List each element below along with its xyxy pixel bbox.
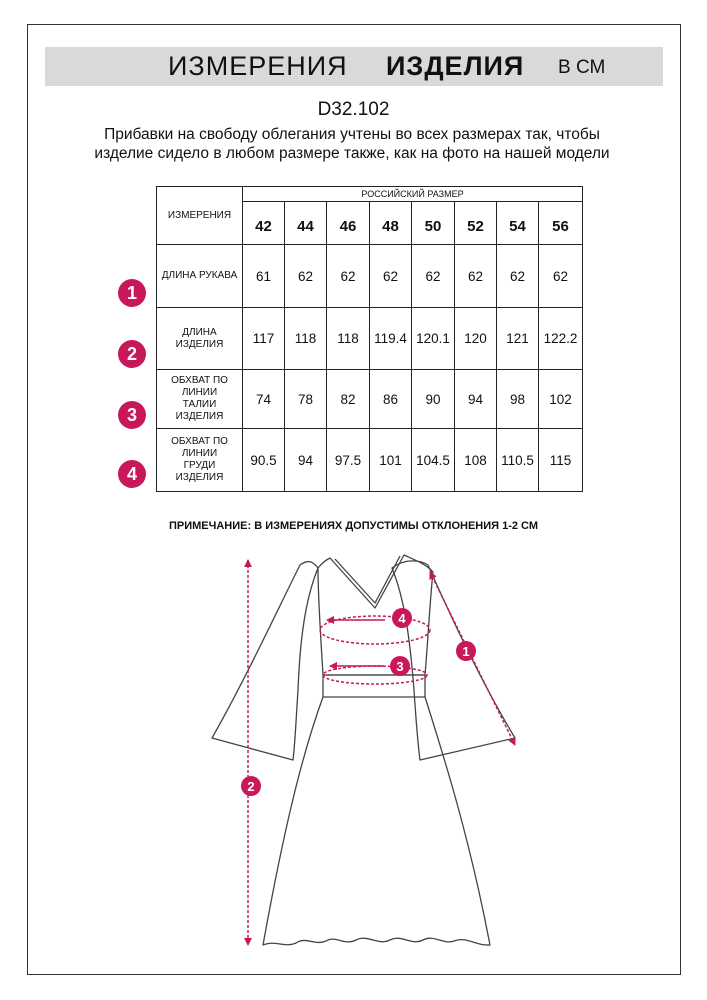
table-cell: 104.5 [412, 429, 455, 492]
size-header: 42 [243, 202, 285, 245]
table-cell: 62 [327, 245, 370, 308]
table-cell: 61 [243, 245, 285, 308]
table-cell: 94 [285, 429, 327, 492]
size-header: 56 [539, 202, 583, 245]
title-units: В СМ [558, 57, 606, 78]
table-cell: 118 [327, 308, 370, 370]
table-cell: 86 [370, 370, 412, 429]
table-cell: 117 [243, 308, 285, 370]
table-cell: 110.5 [497, 429, 539, 492]
row-number-badge: 4 [118, 460, 146, 488]
table-cell: 122.2 [539, 308, 583, 370]
table-cell: 101 [370, 429, 412, 492]
table-cell: 118 [285, 308, 327, 370]
table-cell: 62 [412, 245, 455, 308]
table-cell: 62 [370, 245, 412, 308]
diagram-marker-2 [241, 776, 261, 796]
row-number-badge: 1 [118, 279, 146, 307]
row-number-badge: 3 [118, 401, 146, 429]
svg-text:3: 3 [396, 659, 404, 674]
size-header: 44 [285, 202, 327, 245]
table-cell: 94 [455, 370, 497, 429]
tolerance-remark: ПРИМЕЧАНИЕ: В ИЗМЕРЕНИЯХ ДОПУСТИМЫ ОТКЛОНЕНИЯ 1-2 СМ [168, 520, 539, 532]
svg-text:1: 1 [462, 644, 470, 659]
size-header: 46 [327, 202, 370, 245]
svg-text:2: 2 [247, 779, 255, 794]
size-header: 54 [497, 202, 539, 245]
diagram-marker-3 [390, 656, 410, 676]
table-cell: 120 [455, 308, 497, 370]
fit-note: Прибавки на свободу облегания учтены во всех размерах так, чтобы изделие сидело в любом размере также, как на фото на нашей модели [94, 126, 610, 162]
table-cell: 120.1 [412, 308, 455, 370]
table-cell: 62 [497, 245, 539, 308]
product-code: D32.102 [317, 99, 390, 120]
row-label: ОБХВАТ ПО ЛИНИИ ГРУДИ ИЗДЕЛИЯ [157, 429, 243, 492]
corner-label: ИЗМЕРЕНИЯ [157, 187, 243, 245]
size-header: 50 [412, 202, 455, 245]
title-measurements: ИЗМЕРЕНИЯ [168, 51, 348, 81]
table-cell: 90 [412, 370, 455, 429]
size-header: 48 [370, 202, 412, 245]
size-header: 52 [455, 202, 497, 245]
table-cell: 62 [285, 245, 327, 308]
row-label: ОБХВАТ ПО ЛИНИИ ТАЛИИ ИЗДЕЛИЯ [157, 370, 243, 429]
table-cell: 78 [285, 370, 327, 429]
table-cell: 108 [455, 429, 497, 492]
table-cell: 115 [539, 429, 583, 492]
row-number-badge: 2 [118, 340, 146, 368]
table-cell: 82 [327, 370, 370, 429]
dress-outline [212, 555, 515, 945]
row-label: ДЛИНА ИЗДЕЛИЯ [157, 308, 243, 370]
diagram-marker-1 [456, 641, 476, 661]
table-cell: 62 [539, 245, 583, 308]
title-garment: ИЗДЕЛИЯ [386, 51, 525, 81]
row-label: ДЛИНА РУКАВА [157, 245, 243, 308]
table-cell: 102 [539, 370, 583, 429]
table-cell: 90.5 [243, 429, 285, 492]
svg-text:4: 4 [398, 611, 406, 626]
table-cell: 119.4 [370, 308, 412, 370]
table-cell: 62 [455, 245, 497, 308]
table-cell: 97.5 [327, 429, 370, 492]
russian-size-header: РОССИЙСКИЙ РАЗМЕР [243, 187, 583, 202]
table-cell: 98 [497, 370, 539, 429]
table-cell: 74 [243, 370, 285, 429]
table-cell: 121 [497, 308, 539, 370]
diagram-marker-4 [392, 608, 412, 628]
